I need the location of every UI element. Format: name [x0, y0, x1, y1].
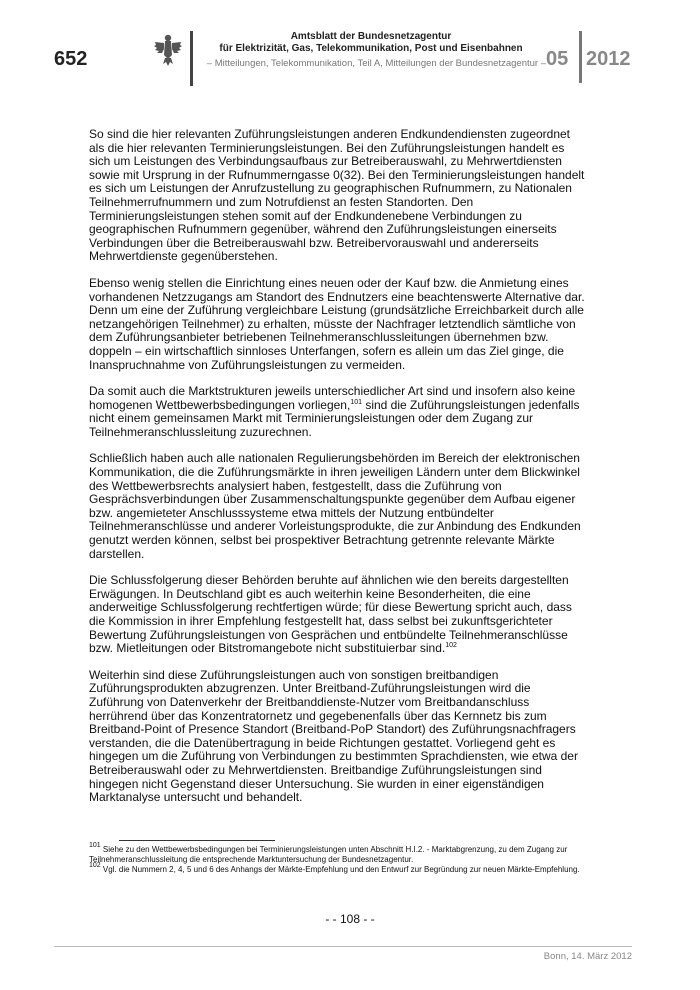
publication-title: [196, 31, 546, 55]
footnote-number: 102: [89, 862, 101, 869]
paragraph-1: So sind die hier relevanten Zuführungsleistungen anderen Endkundendiensten zugeordnet als die hier relevanten Terminierungsleistungen. Bei den Zuführungsleistungen handelt es sich um Leistungen des Verbindungsaufbaus zur Betreiberauswahl, zu Mehrwertdiensten sowie mit Ursprung in der Rufnummerngasse 0(32). Bei den Terminierungsleistungen handelt es sich um Leistungen der Anrufzustellung zu geographischen Rufnummern, zu Nationalen Teilnehmerrufnummern und zum Notrufdienst an festen Standorten. Den Terminierungsleistungen stehen somit auf der Endkundenebene Verbindungen zu geographischen Rufnummern gegenüber, während den Zuführungsleistungen einerseits Verbindungen über die Betreiberauswahl bzw. Betreibervorauswahl und andererseits Mehrwertdienste gegenüberstehen.: [89, 127, 585, 264]
footnote-101: [89, 842, 587, 865]
header-divider: [190, 31, 193, 86]
footnote-ref-102[interactable]: 102: [445, 642, 457, 650]
footnote-ref-101[interactable]: 101: [350, 398, 362, 406]
paragraph-3: [89, 385, 587, 439]
page-number: 652: [54, 48, 88, 70]
footnote-number: 101: [89, 842, 101, 849]
paragraph-4: Schließlich haben auch alle nationalen Regulierungsbehörden im Bereich der elektronischen Kommunikation, die die Zuführungsmärkte in ihren jeweiligen Ländern unter dem Blickwinkel des Wettbewerbsrechts analysiert haben, festgestellt, dass die Zuführung von Gesprächsverbindungen über Zusammenschaltungspunkte gegenüber dem Aufbau eigener bzw. angemieteter Anschlusssysteme etwa mittels der Nutzung entbündelter Teilnehmeranschlüsse und anderer Vorleistungsprodukte, die zur Anbindung des Endkunden genutzt werden können, selbst bei prospektiver Betrachtung getrennte relevante Märkte darstellen.: [89, 451, 581, 561]
paragraph-5-text: Die Schlussfolgerung dieser Behörden beruhte auf ähnlichen wie den bereits dargestellten Erwägungen. In Deutschland gibt es auch weiterhin keine Besonderheiten, die eine anderweitige Schlussfolgerung rechtfertigen würde; für diese Bewertung spricht auch, dass die Kommission in ihrer Empfehlung festgestellt hat, dass selbst bei zukunftsgerichteter Bewertung Zuführungsleistungen von Gesprächen und entbündelte Teilnehmeranschlüsse bzw. Mietleitungen oder Bitstromangebote nicht substituierbar sind.: [89, 573, 572, 656]
paragraph-3-part-a: Da somit auch die Marktstrukturen jeweils unterschiedlicher Art sind und insofern also keine homogenen Wettbewerbsbedingungen vorliegen,: [89, 384, 576, 412]
paragraph-3-part-b: sind die Zuführungsleistungen jedenfalls nicht einem gemeinsamen Markt mit Terminierungsleistungen oder dem Zugang zur Teilnehmeranschlussleitung zuzurechnen.: [89, 397, 580, 439]
footnote-102: [89, 862, 587, 875]
footnote-text: Siehe zu den Wettbewerbsbedingungen bei Terminierungsleistungen unten Abschnitt H.I.2. - Marktabgrenzung, zu dem Zugang zur Teilnehmeranschlussleitung die entsprechende Marktuntersuchung der Bundesnetzagentur.: [89, 845, 568, 864]
footnotes: [89, 842, 587, 875]
federal-eagle-icon: [153, 33, 183, 67]
footer-place-date: Bonn, 14. März 2012: [543, 951, 632, 962]
footnote-text: Vgl. die Nummern 2, 4, 5 und 6 des Anhangs der Märkte-Empfehlung und den Entwurf zur Begründung zur neuen Märkte-Empfehlung.: [100, 865, 580, 874]
paragraph-6: Weiterhin sind diese Zuführungsleistungen auch von sonstigen breitbandigen Zuführungsprodukten abzugrenzen. Unter Breitband-Zuführungsleistungen wird die Zuführung von Datenverkehr der Breitbanddienste-Nutzer vom Breitbandanschluss herrührend über das Konzentratornetz und gegebenenfalls über das Kernnetz bis zum Breitband-Point of Presence Standort (Breitband-PoP Standort) des Zuführungsnachfragers verstanden, die die Datenübertragung in beide Richtungen gestattet. Vorliegend geht es hingegen um die Zuführung von Verbindungen zu bestimmten Sprachdiensten, wie etwa der Betreiberauswahl oder zu Mehrwertdiensten. Breitbandige Zuführungsleistungen sind hingegen nicht Gegenstand dieser Untersuchung. Sie wurden in einer eigenständigen Marktanalyse untersucht und behandelt.: [89, 667, 578, 805]
main-text: [89, 128, 587, 818]
paragraph-2: Ebenso wenig stellen die Einrichtung eines neuen oder der Kauf bzw. die Anmietung eines vorhandenen Netzzugangs am Standort des Endnutzers eine beachtenswerte Alternative dar. Denn um eine der Zuführung vergleichbare Leistung (grundsätzliche Erreichbarkeit durch alle netzangehörigen Teilnehmer) zu erhalten, müsste der Nachfrager letztendlich sämtliche von dem Zuführungsanbieter betriebenen Teilnehmeranschlussleitungen übernehmen bzw. doppeln – ein wirtschaftlich sinnloses Unterfangen, sofern es allein um das Ziel ginge, die Inanspruchnahme von Zuführungsleistungen zu vermeiden.: [89, 275, 585, 372]
section-subtitle: – Mitteilungen, Telekommunikation, Teil A, Mitteilungen der Bundesnetzagentur –: [206, 58, 546, 69]
issue-divider: [579, 31, 582, 83]
publication-title-line2: für Elektrizität, Gas, Telekommunikation, Post und Eisenbahnen: [219, 43, 523, 54]
paragraph-5: [89, 574, 587, 656]
footnote-separator: [119, 840, 275, 841]
issue-number: 05: [546, 48, 569, 70]
issue-year: 2012: [586, 48, 631, 70]
inner-page-number: - - 108 - -: [325, 912, 375, 926]
footer-divider: [54, 946, 632, 947]
publication-title-line1: Amtsblatt der Bundesnetzagentur: [290, 31, 452, 42]
